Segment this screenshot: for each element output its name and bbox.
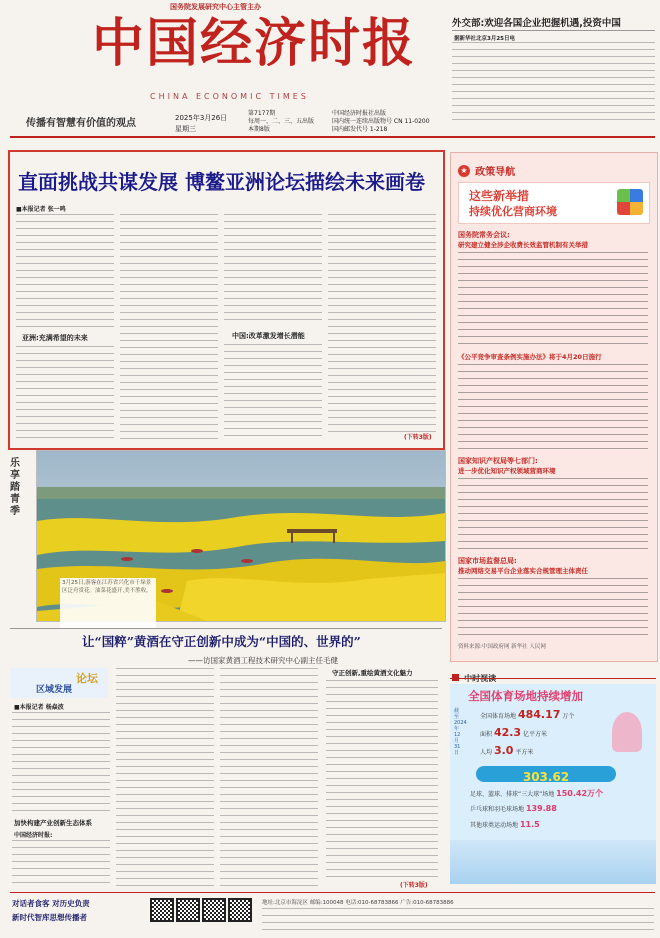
masthead-slogan: 传播有智慧有价值的观点 [26, 118, 136, 129]
policy-bell-icon: ★ [458, 165, 470, 177]
sports-infographic [450, 684, 656, 884]
column-badge-box [10, 668, 108, 698]
feature-col-1a [12, 712, 110, 814]
photo-side-label: 乐享踏青季 [10, 458, 20, 517]
photo-caption: 3月25日,游客在江苏省兴化市千垛景区泛舟赏花。油菜花盛开,美不胜收。 [62, 580, 152, 594]
column-label: 区域发展 [36, 685, 73, 695]
qr-code-1[interactable] [150, 898, 174, 922]
top-news-lead: 据新华社北京3月25日电 [454, 36, 515, 42]
policy-item4-subtitle: 推动网络交易平台企业落实合规管理主体责任 [458, 567, 588, 575]
top-news-body [452, 42, 655, 122]
policy-item3-subtitle: 进一步优化知识产权领域营商环境 [458, 467, 556, 475]
column-badge: 论坛 [76, 672, 98, 685]
sports-row3 [470, 820, 650, 829]
footer-address: 地址:北京市海淀区 邮编:100048 电话:010-68783866 广告:010-68783886 [262, 900, 454, 906]
feature-col-1b [12, 840, 110, 888]
policy-item3-title[interactable]: 国家知识产权局等七部门: [458, 457, 538, 465]
qr-code-3[interactable] [202, 898, 226, 922]
lead-col-3a [224, 214, 322, 326]
policy-banner-line2: 持续优化营商环境 [469, 205, 557, 218]
newspaper-masthead-title: 中国经济时报 [92, 13, 417, 74]
lead-col-2 [120, 214, 218, 440]
lead-col-1a [16, 214, 114, 328]
lead-col-4 [328, 214, 436, 432]
sports-row2 [470, 804, 650, 813]
policy-banner-line1: 这些新举措 [469, 189, 530, 203]
policy-item2-body [458, 364, 648, 454]
sports-row1-value: 150.42万个 [556, 789, 604, 798]
issue-frequency: 每周一、二、三、五出版 [248, 118, 315, 125]
feature-col-4 [326, 680, 438, 880]
sports-row3-value: 11.5 [519, 820, 540, 829]
lead-subhead-1: 亚洲:充满希望的未来 [22, 334, 88, 342]
feature-headline[interactable]: 让“国粹”黄酒在守正创新中成为“中国的、世界的” [82, 634, 361, 649]
feature-section-2: 守正创新,重绘黄酒文化魅力 [332, 669, 413, 677]
timely-label [452, 666, 496, 685]
puzzle-decoration-icon [617, 189, 643, 215]
feature-byline: ■本报记者 杨焱波 [14, 704, 64, 711]
issue-date: 2025年3月26日 [175, 114, 228, 122]
sports-row2-label: 乒乓球和羽毛球场地 [470, 806, 525, 813]
lead-story-headline[interactable]: 直面挑战共谋发展 博鳌亚洲论坛描绘未来画卷 [18, 170, 425, 194]
stat1-value: 484.17 [517, 708, 561, 721]
feature-section-1: 加快构建产业创新生态体系 [14, 819, 92, 827]
stat3 [480, 744, 533, 757]
policy-panel-header [458, 160, 515, 176]
sports-row2-value: 139.88 [525, 804, 557, 813]
stat2-value: 42.3 [493, 726, 522, 739]
top-news-rule [452, 30, 655, 31]
runner-figure-icon [612, 712, 642, 752]
policy-item3-body [458, 478, 648, 552]
feature-subhead: ——访国家黄酒工程技术研究中心副主任毛健 [188, 656, 338, 665]
feature-col-3 [220, 668, 318, 888]
lead-subhead-2: 中国:改革激发增长潜能 [232, 332, 305, 340]
policy-panel-title: 政策导航 [475, 167, 516, 178]
footer-slogan-2: 新时代智库思想传播者 [12, 913, 87, 922]
footer-slogan-1: 对话者食客 对历史负责 [12, 899, 90, 908]
masthead-english: CHINA ECONOMIC TIMES [150, 92, 309, 101]
photo-caption-box [60, 578, 156, 628]
feature-col-2 [116, 668, 214, 888]
stat1 [480, 708, 574, 721]
sports-balls-decoration [450, 840, 656, 884]
policy-item2-title[interactable]: 《公平竞争审查条例实施办法》将于4月20日施行 [458, 353, 602, 361]
lead-story-continue[interactable]: (下转3版) [404, 434, 432, 441]
stat1-unit: 万个 [562, 713, 575, 720]
mail-code: 国内邮发代号 1-218 [332, 126, 388, 133]
stat2-label: 面积 [480, 731, 493, 738]
stat2-unit: 亿平方米 [523, 731, 548, 738]
stat3-unit: 平方米 [515, 749, 534, 756]
publisher-line: 中国经济时报社出版 [332, 110, 387, 117]
policy-item1-subtitle: 研究建立健全涉企收费长效监管机制有关举措 [458, 241, 588, 249]
stat1-label: 全国体育场地 [480, 713, 517, 720]
footer-rule [10, 892, 655, 893]
masthead-rule [10, 136, 655, 138]
sports-highlight-badge [476, 766, 616, 782]
policy-item1-title[interactable]: 国务院常务会议: [458, 231, 510, 239]
issue-pages: 本期8版 [248, 126, 270, 133]
lead-col-3b [224, 344, 322, 440]
issue-number: 第7177期 [248, 110, 276, 117]
sports-row1-label: 足球、篮球、排球“三大球”场地 [470, 791, 555, 798]
sponsor-line: 国务院发展研究中心主管主办 [170, 3, 261, 11]
top-news-headline[interactable]: 外交部:欢迎各国企业把握机遇,投资中国 [452, 18, 621, 29]
sports-period: 截至2024年12月31日 [454, 708, 467, 756]
footer-info [262, 908, 654, 932]
policy-item4-title[interactable]: 国家市场监督总局: [458, 557, 517, 565]
feature-continue[interactable]: (下转3版) [400, 882, 428, 889]
stat2 [480, 726, 547, 739]
qr-code-4[interactable] [228, 898, 252, 922]
sports-row1 [470, 788, 650, 799]
feature-rule [10, 628, 442, 629]
timely-rule [450, 678, 656, 679]
sports-highlight-value: 303.62 [522, 770, 570, 784]
policy-item1-body [458, 252, 648, 350]
issue-weekday: 星期三 [175, 125, 196, 133]
policy-item4-body [458, 578, 648, 636]
lead-col-1b [16, 346, 114, 440]
stat3-value: 3.0 [493, 744, 514, 757]
sports-row3-label: 其他球类运动场地 [470, 822, 519, 829]
policy-banner [458, 182, 650, 224]
cn-number: 国内统一连续出版物号 CN 11-0200 [332, 118, 430, 125]
feature-qa-label: 中国经济时报: [14, 832, 53, 839]
lead-story-byline: ■本报记者 张一鸣 [16, 206, 66, 213]
policy-source: 资料来源:中国政府网 新华社 人民网 [458, 644, 546, 650]
sports-title: 全国体育场地持续增加 [468, 689, 583, 703]
stat3-label: 人均 [480, 749, 493, 756]
qr-code-2[interactable] [176, 898, 200, 922]
